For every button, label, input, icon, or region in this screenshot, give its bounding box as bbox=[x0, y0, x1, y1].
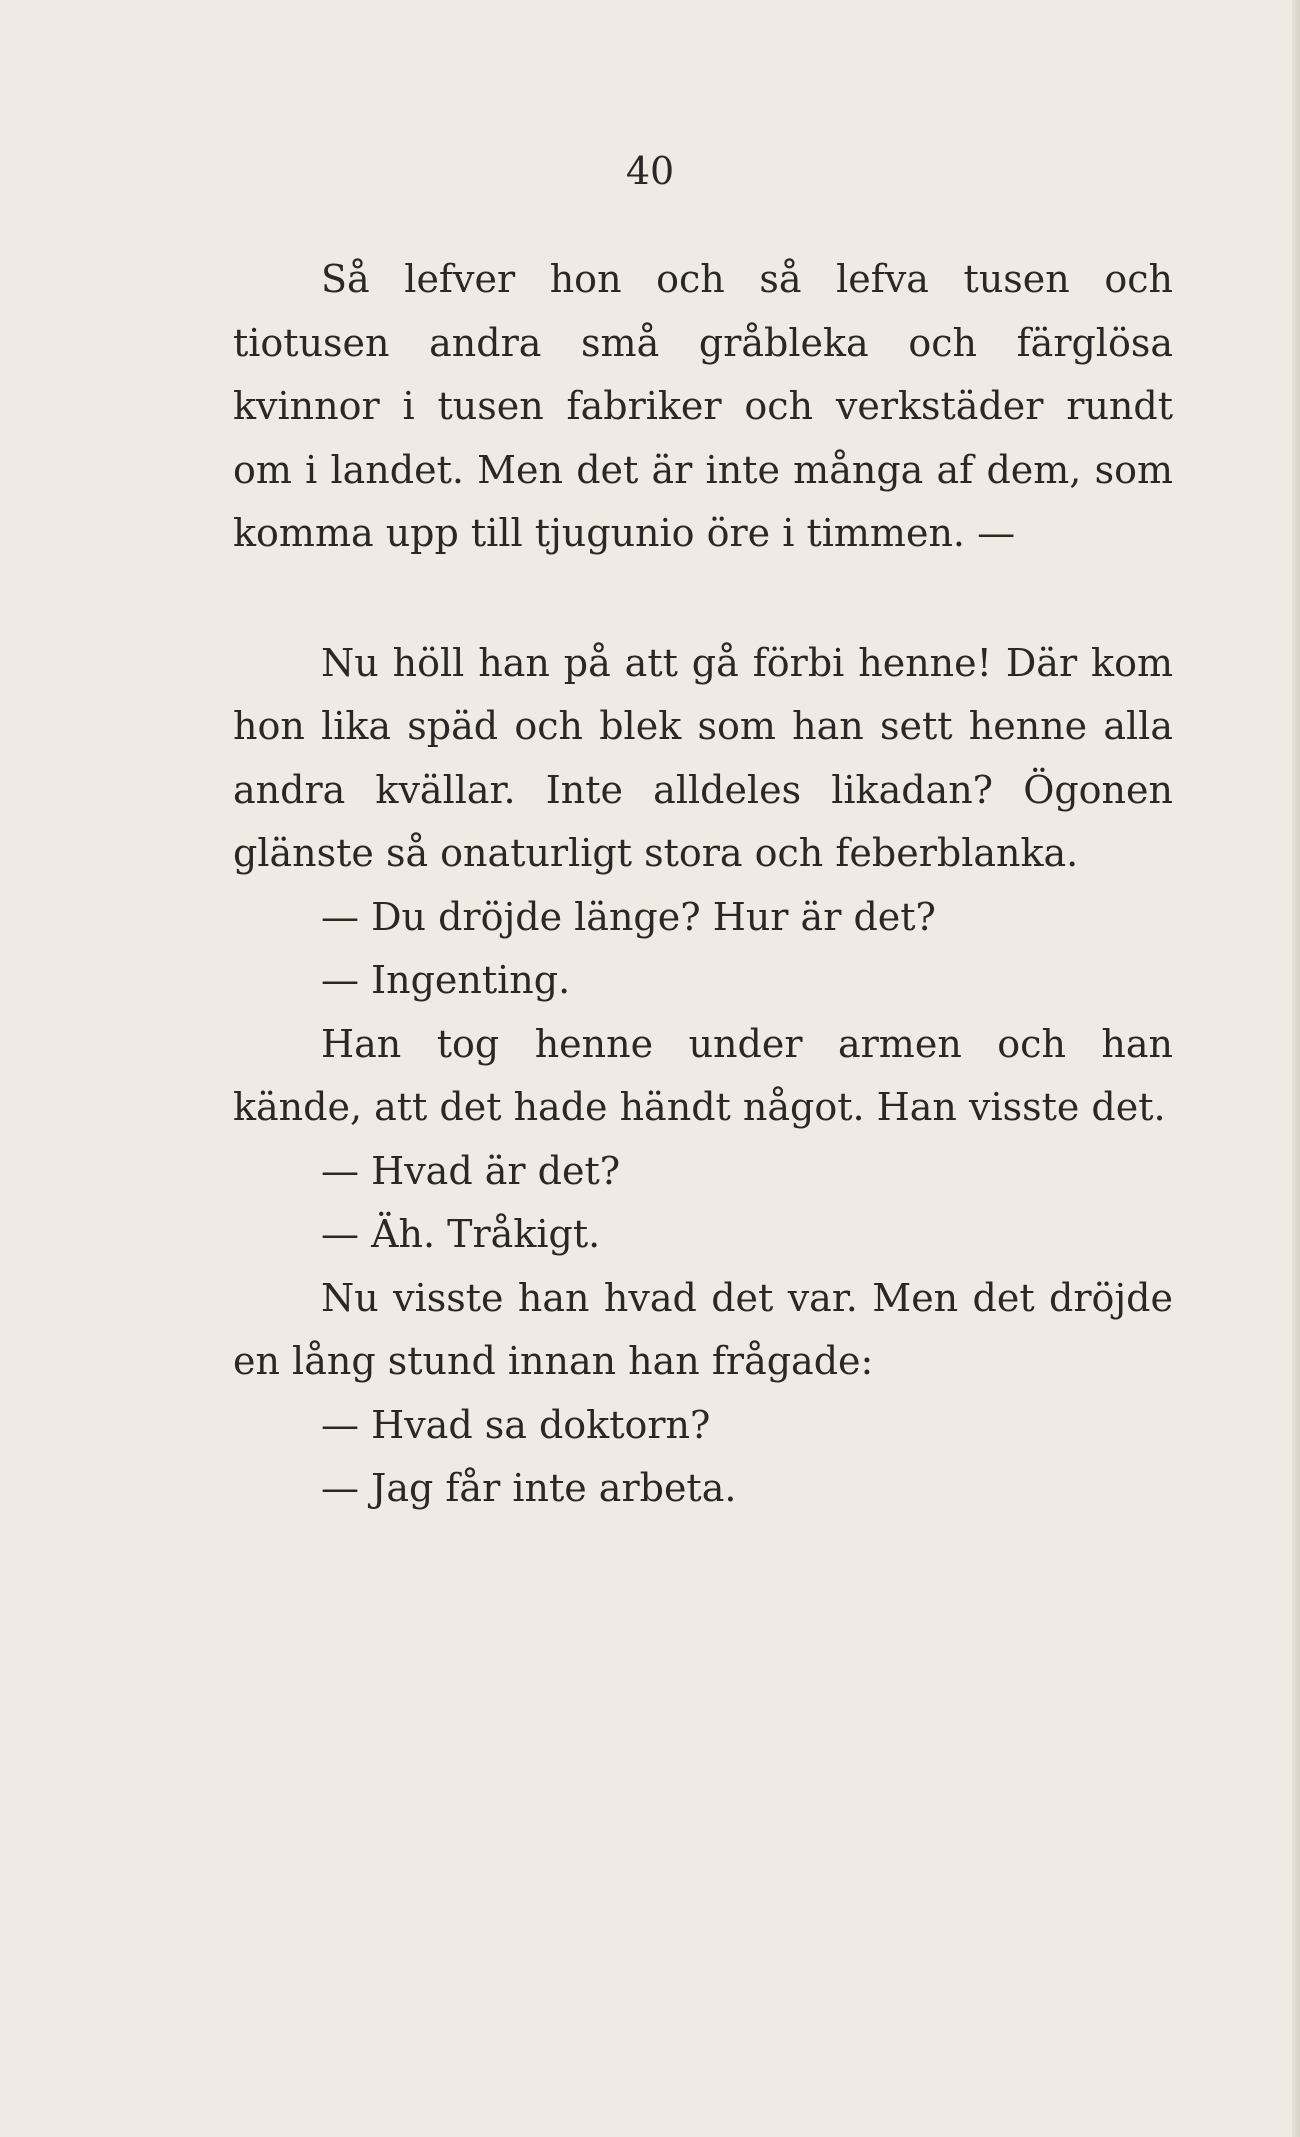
dialogue-line: — Ingenting. bbox=[321, 958, 571, 1002]
dialogue-line: — Hvad är det? bbox=[321, 1148, 621, 1193]
page-body bbox=[233, 248, 1173, 1521]
dialogue-line: — Du dröjde länge? Hur är det? bbox=[321, 894, 936, 939]
paragraph: Så lefver hon och så lefva tusen och tiotusen andra små gråbleka och färglösa kvinnor i tusen fabriker och verkstäder rundt om i landet. Men det är inte många af dem, som komma upp till tjugunio öre i timmen. — bbox=[233, 257, 1173, 555]
dialogue-line: — Hvad sa doktorn? bbox=[321, 1402, 711, 1447]
page-number: 40 bbox=[625, 149, 675, 193]
dialogue-line: — Äh. Tråkigt. bbox=[321, 1212, 601, 1256]
dialogue-line: — Jag får inte arbeta. bbox=[321, 1466, 737, 1510]
paragraph: Han tog henne under armen och han kände, att det hade händt något. Han visste det. bbox=[233, 1021, 1173, 1129]
paragraph: Nu visste han hvad det var. Men det dröjde en lång stund innan han frågade: bbox=[233, 1275, 1173, 1383]
paragraph: Nu höll han på att gå förbi henne! Där kom hon lika späd och blek som han sett henne alla andra kvällar. Inte alldeles likadan? Ögonen glänste så onaturligt stora och feberblanka. bbox=[233, 640, 1173, 875]
page-edge bbox=[1292, 0, 1300, 2137]
